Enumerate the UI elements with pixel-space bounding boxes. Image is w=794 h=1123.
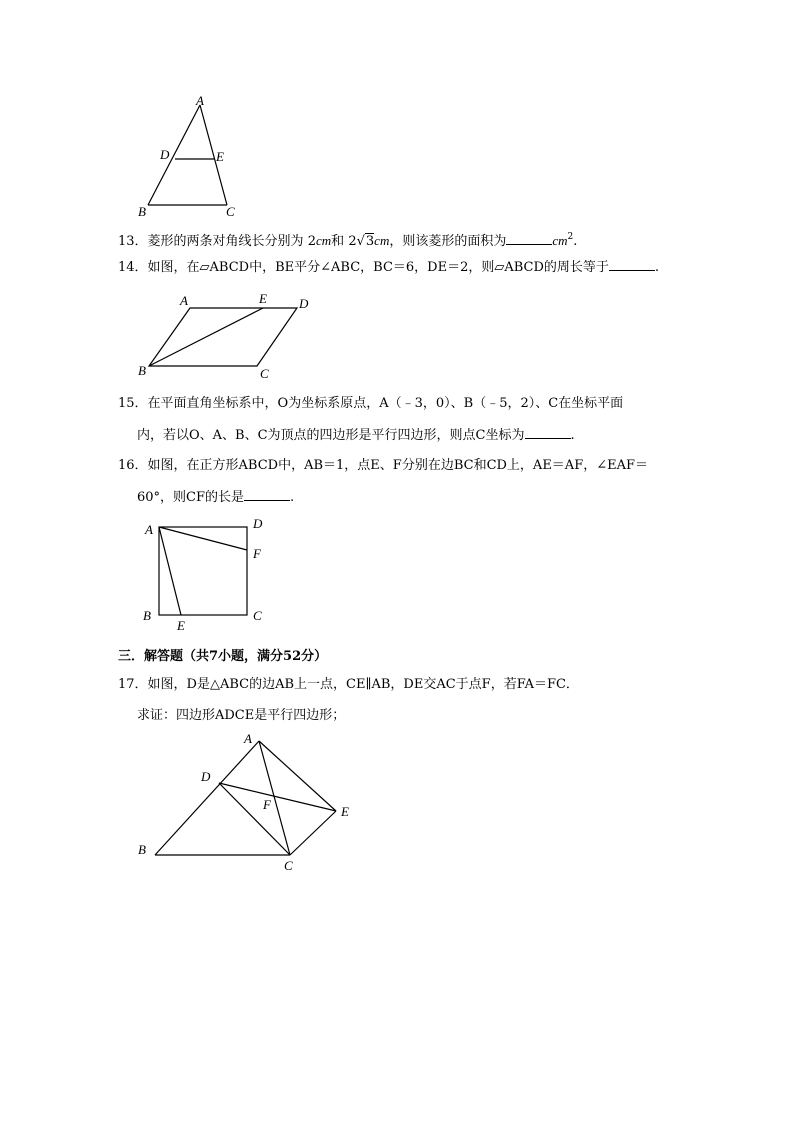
label-e: E: [216, 149, 224, 164]
q13-unit1: cm: [315, 233, 332, 248]
q13-text1: 菱形的两条对角线长分别为: [147, 234, 304, 249]
label-d: D: [299, 296, 309, 311]
q13-ans-unit: cm: [552, 233, 568, 248]
label-d: D: [201, 769, 211, 784]
question-17: [118, 676, 579, 694]
segment-ce: [290, 811, 336, 855]
question-14: [118, 258, 659, 277]
label-c: C: [226, 204, 235, 219]
q16-line2: 60°，则CF的长是: [137, 490, 245, 505]
q15-line2: 内，若以O、A、B、C为顶点的四边形是平行四边形，则点C坐标为: [137, 428, 525, 443]
q17-diagram: [130, 728, 370, 878]
q13-answer-blank[interactable]: [506, 232, 552, 245]
label-a: A: [244, 731, 252, 746]
q15-answer-blank[interactable]: [525, 426, 571, 439]
question-15-cont: [137, 426, 575, 445]
label-b: B: [138, 204, 146, 219]
figure-q17: [130, 728, 370, 878]
label-c: C: [260, 366, 269, 381]
segment-ab: [148, 105, 200, 205]
q17-line1: 如图，D是△ABC的边AB上一点，CE∥AB，DE交AC于点F，若FA＝FC．: [147, 677, 579, 692]
label-d: D: [253, 516, 263, 531]
label-e: E: [259, 291, 267, 306]
q13-unit2: cm: [374, 233, 390, 248]
label-c: C: [284, 858, 293, 873]
q13-text2: ，则该菱形的面积为: [389, 234, 507, 249]
q13-ans-exp: 2: [567, 232, 574, 242]
segment-af: [159, 527, 247, 550]
triangle-de-diagram: [130, 90, 250, 220]
section-3-title: 三．解答题（共7小题，满分52分）: [118, 649, 328, 664]
label-d: D: [160, 147, 170, 162]
q14-end: .: [654, 260, 660, 275]
q13-number: 13．: [118, 234, 148, 249]
q15-line1: 在平面直角坐标系中，O为坐标系原点，A（﹣3，0）、B（﹣5，2）、C在坐标平面: [147, 396, 624, 411]
q17-number: 17．: [118, 677, 148, 692]
question-16: [118, 457, 648, 475]
q14-answer-blank[interactable]: [609, 258, 655, 271]
q16-end: .: [290, 490, 295, 505]
q14-number: 14．: [118, 260, 148, 275]
question-17-cont: [137, 707, 345, 725]
label-a: A: [196, 93, 204, 108]
q13-d2-radicand: 3: [365, 234, 375, 249]
label-a: A: [145, 522, 153, 537]
square-abcd: [159, 527, 247, 615]
label-f: F: [253, 546, 261, 561]
question-16-cont: [137, 488, 294, 507]
q16-line1: 如图，在正方形ABCD中，AB＝1，点E、F分别在边BC和CD上，AE＝AF，∠EAF＝: [147, 458, 649, 473]
label-e: E: [177, 618, 185, 633]
figure-square: [135, 512, 275, 637]
label-e: E: [341, 804, 349, 819]
sqrt-symbol: √3: [356, 234, 375, 249]
q13-end: .: [573, 234, 578, 249]
question-13: [118, 228, 577, 251]
label-b: B: [143, 608, 151, 623]
label-b: B: [138, 363, 146, 378]
q15-number: 15．: [118, 396, 148, 411]
segment-ab: [155, 741, 259, 855]
q13-d2-coef: 2: [348, 234, 357, 249]
q16-answer-blank[interactable]: [244, 488, 290, 501]
square-diagram: [135, 512, 275, 637]
figure-triangle-de: [130, 90, 250, 220]
label-c: C: [253, 608, 262, 623]
segment-dc: [219, 783, 290, 855]
label-f: F: [263, 797, 271, 812]
q14-text: 如图，在▱ABCD中，BE平分∠ABC，BC＝6，DE＝2，则▱ABCD的周长等于: [147, 260, 609, 275]
q13-d1: 2: [307, 234, 316, 249]
q16-number: 16．: [118, 458, 148, 473]
figure-parallelogram: [130, 285, 330, 385]
q15-end: .: [570, 428, 575, 443]
label-a: A: [180, 293, 188, 308]
question-15: [118, 395, 623, 413]
parallelogram-abcd: [149, 308, 297, 366]
q17-line2: 求证：四边形ADCE是平行四边形；: [137, 708, 346, 723]
segment-be: [149, 308, 263, 366]
parallelogram-diagram: [130, 285, 330, 385]
segment-ae: [159, 527, 181, 615]
label-b: B: [138, 842, 146, 857]
q13-and: 和: [331, 234, 345, 249]
